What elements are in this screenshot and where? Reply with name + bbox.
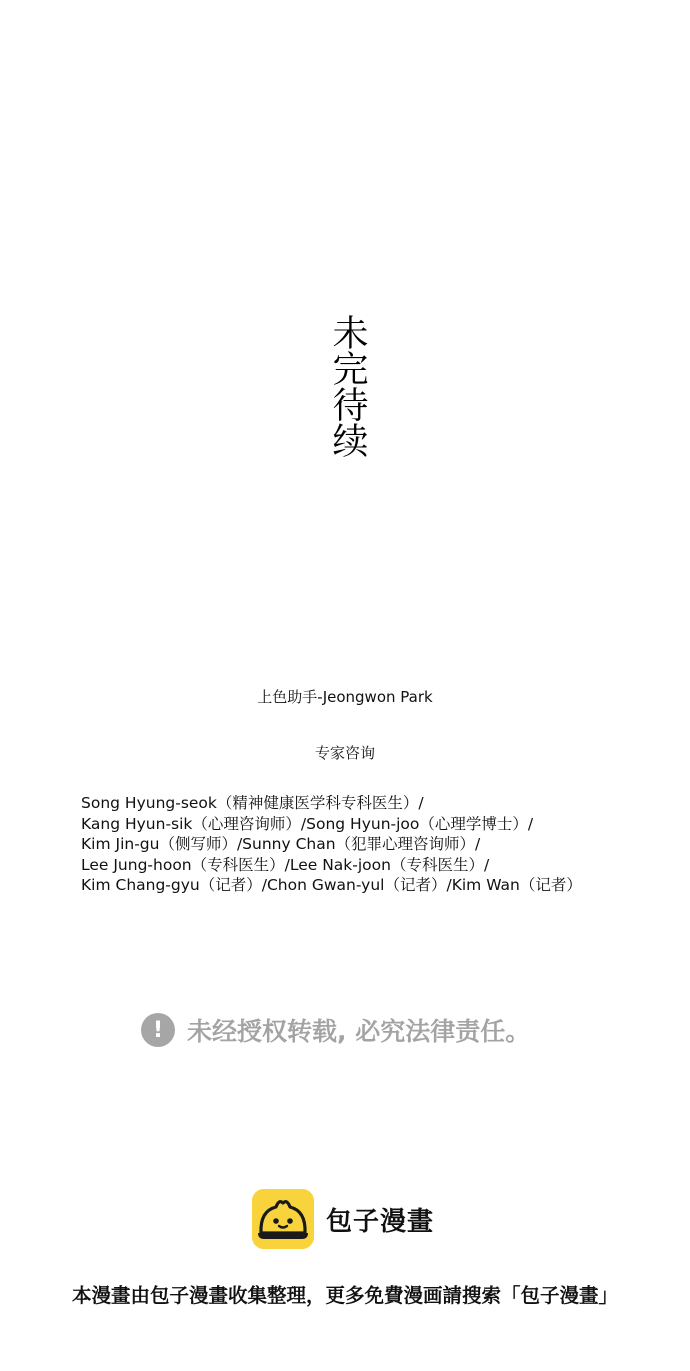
to-be-continued-text: 未完待续 — [327, 314, 368, 458]
coloring-assistant-credit: 上色助手-Jeongwon Park — [257, 688, 433, 706]
exclamation-circle-icon: ! — [141, 1013, 175, 1047]
expert-consultation-heading: 专家咨询 — [314, 744, 375, 762]
brand-name: 包子漫畫 — [326, 1206, 435, 1237]
copyright-warning — [141, 1012, 530, 1048]
footer-notice: 本漫畫由包子漫畫收集整理，更多免費漫画請搜索「包子漫畫」 — [71, 1284, 618, 1307]
expert-row: Lee Jung-hoon（专科医生）/Lee Nak-joon（专科医生）/ — [81, 855, 490, 874]
expert-list — [81, 793, 681, 896]
bun-mascot-icon — [252, 1189, 314, 1249]
expert-row: Kim Chang-gyu（记者）/Chon Gwan-yul（记者）/Kim Wan（记者） — [81, 876, 582, 895]
expert-row: Kim Jin-gu（侧写师）/Sunny Chan（犯罪心理咨询师）/ — [81, 835, 481, 854]
expert-row: Song Hyung-seok（精神健康医学科专科医生）/ — [81, 794, 424, 812]
copyright-warning-text: 未经授权转载, 必究法律责任。 — [187, 1017, 531, 1046]
brand-logo[interactable] — [252, 1189, 434, 1249]
expert-row: Kang Hyun-sik（心理咨询师）/Song Hyun-joo（心理学博士）/ — [81, 814, 534, 833]
